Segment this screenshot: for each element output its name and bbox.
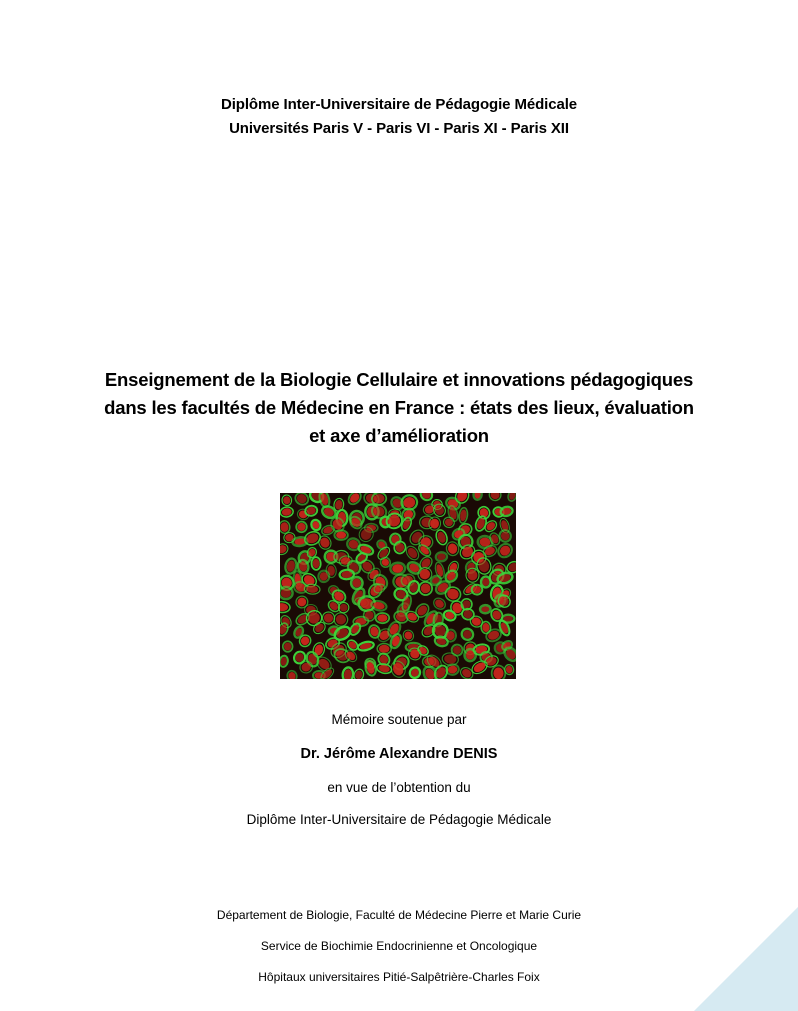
cell-nucleus	[284, 643, 291, 651]
author-name: Dr. Jérôme Alexandre DENIS	[300, 746, 498, 762]
affiliation-block	[0, 900, 798, 993]
title-line-2: dans les facultés de Médecine en France : états des lieux, évaluation	[104, 397, 694, 418]
department-line: Département de Biologie, Faculté de Médecine Pierre et Marie Curie	[216, 908, 582, 922]
fluorescence-microscopy-cells-image	[280, 493, 516, 679]
universities-line: Universités Paris V - Paris VI - Paris XI - Paris XII	[229, 120, 569, 137]
corner-triangle	[694, 907, 798, 1011]
service-line: Service de Biochimie Endocrinienne et Oncologique	[260, 939, 538, 953]
cells-illustration	[280, 493, 516, 679]
corner-decoration	[694, 907, 798, 1011]
diploma-label: Diplôme Inter-Universitaire de Pédagogie Médicale	[246, 812, 552, 827]
document-header	[0, 93, 798, 141]
thesis-title	[0, 366, 798, 450]
submitted-by-label: Mémoire soutenue par	[331, 712, 467, 727]
title-line-3: et axe d’amélioration	[309, 425, 489, 446]
title-line-1: Enseignement de la Biologie Cellulaire et innovations pédagogiques	[104, 369, 694, 390]
hospital-line: Hôpitaux universitaires Pitié-Salpêtrière-Charles Foix	[258, 970, 540, 984]
diploma-name: Diplôme Inter-Universitaire de Pédagogie Médicale	[220, 96, 578, 113]
purpose-label: en vue de l’obtention du	[327, 780, 471, 795]
cell-nucleus	[281, 588, 291, 597]
